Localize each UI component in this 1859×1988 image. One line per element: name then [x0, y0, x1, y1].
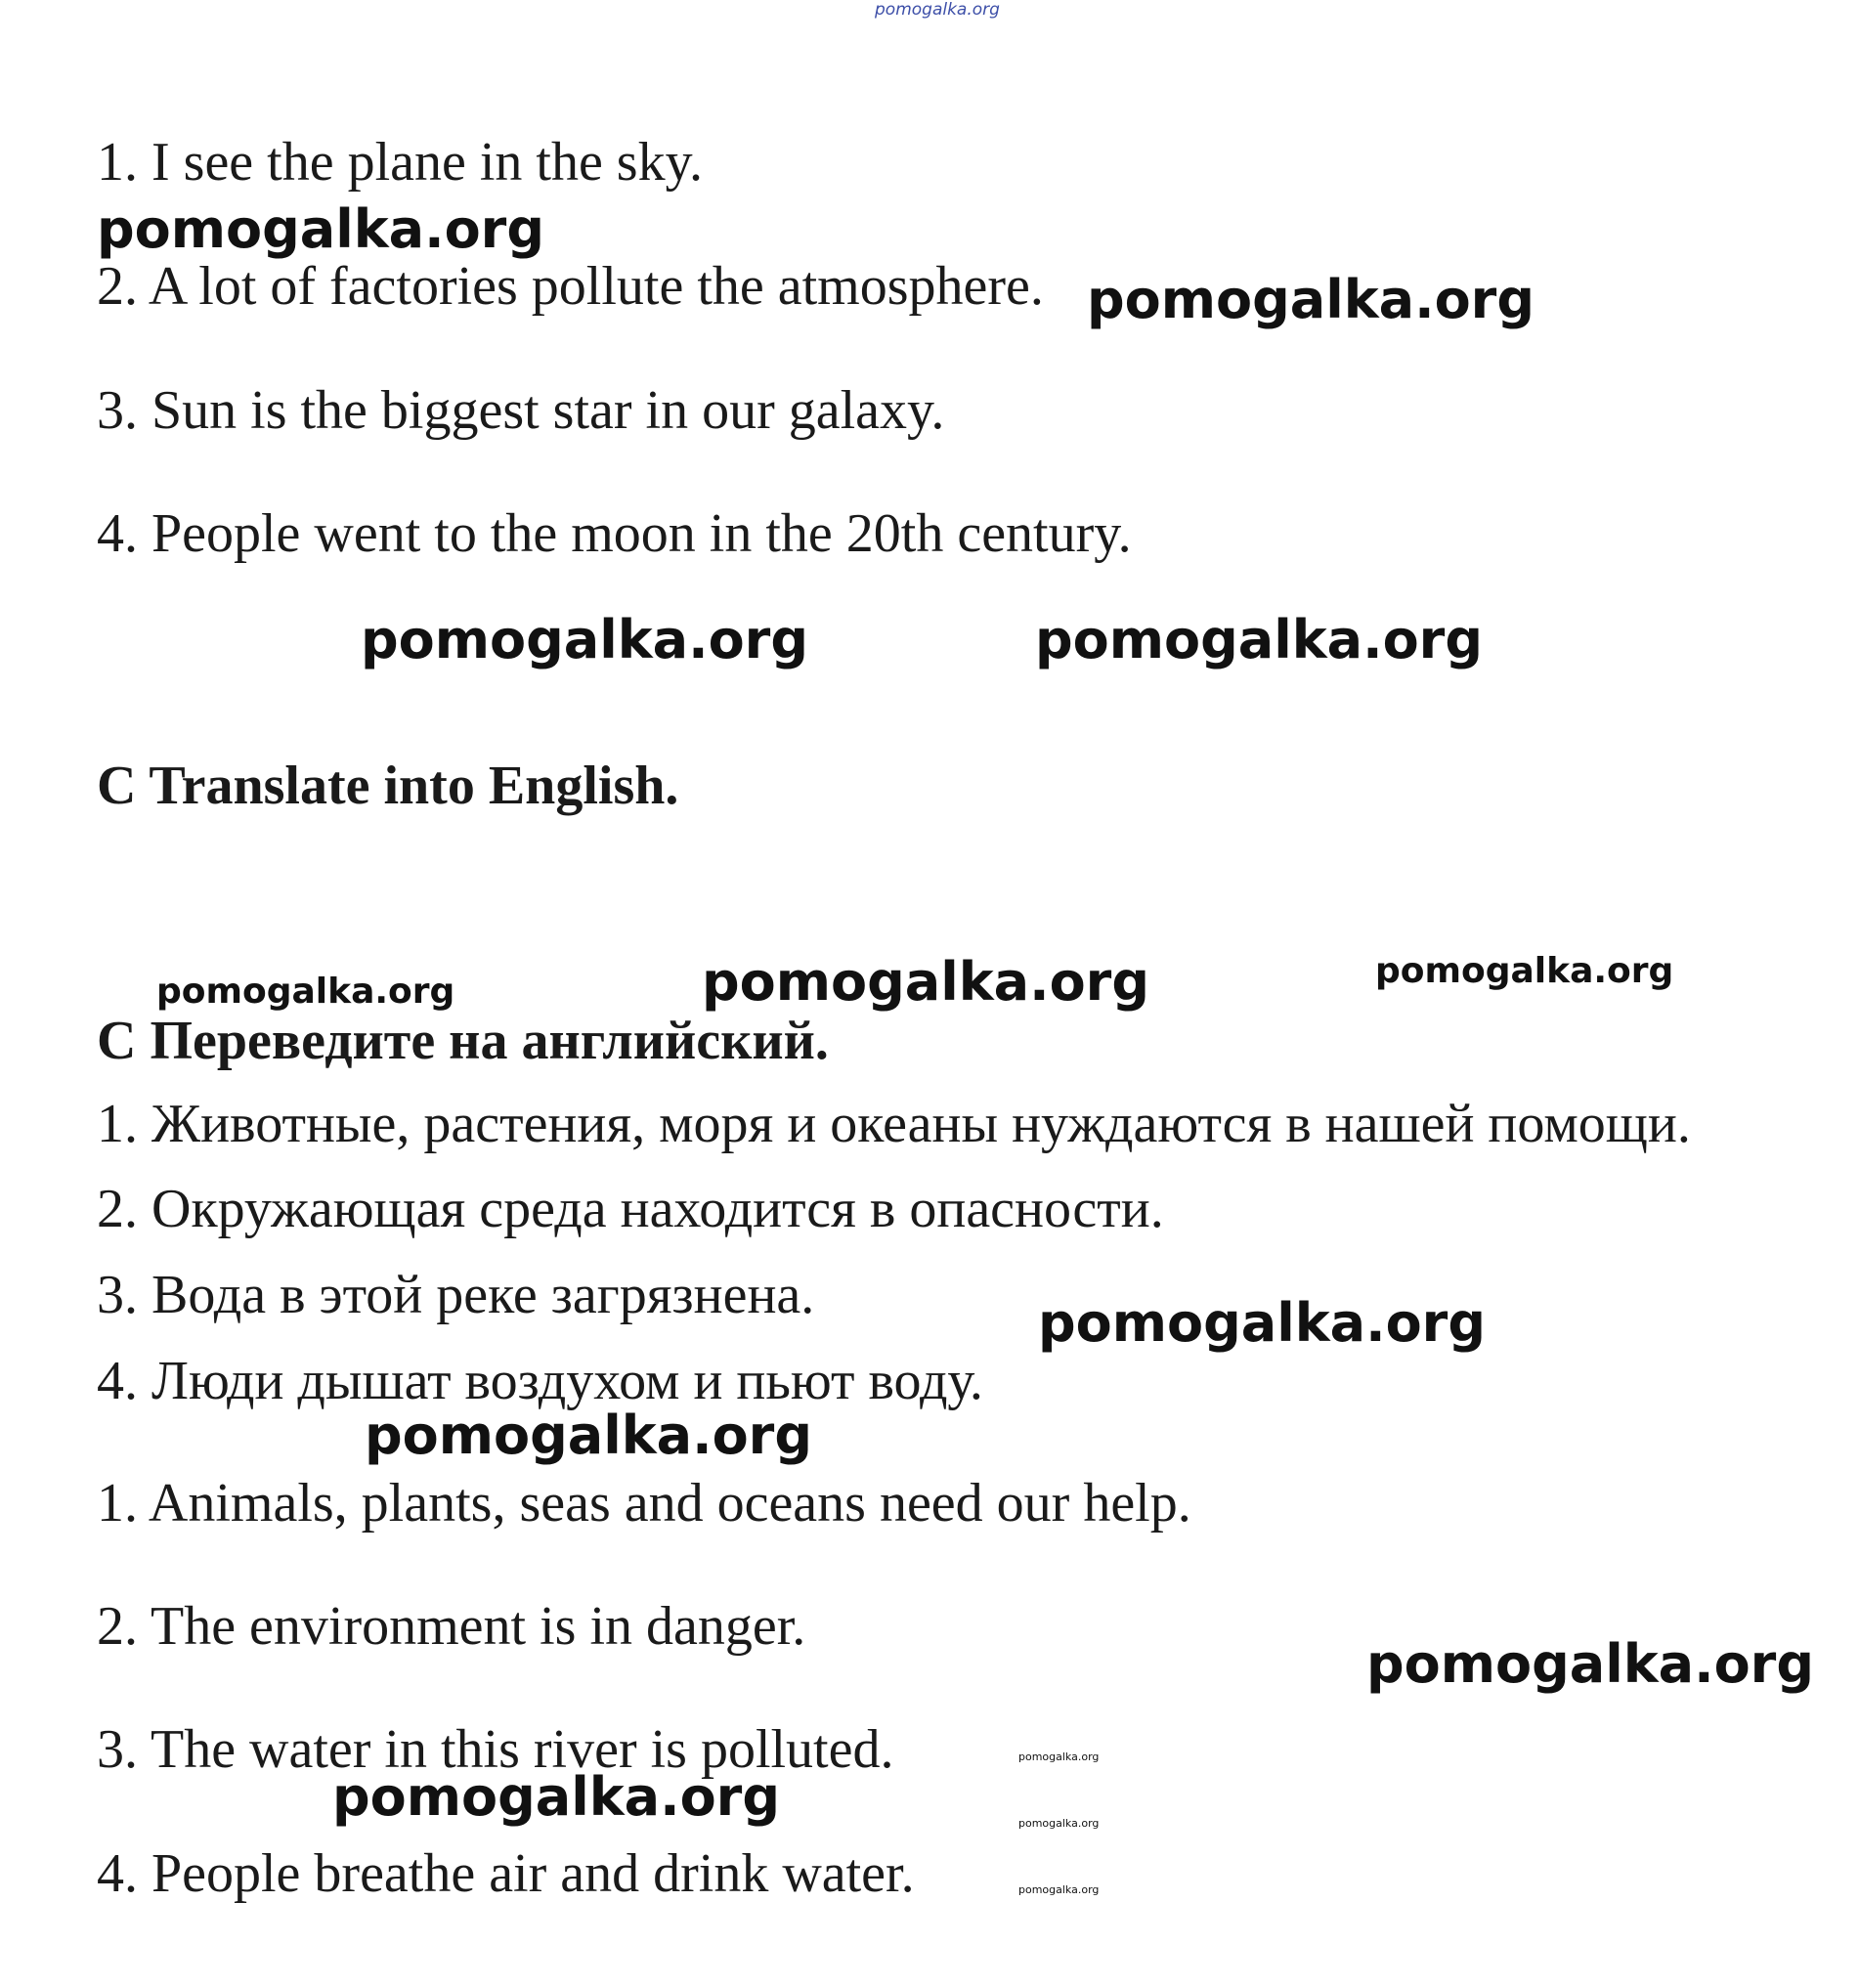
answer-1: 1. Animals, plants, seas and oceans need our help.: [97, 1473, 1191, 1534]
watermark: pomogalka.org: [361, 609, 808, 670]
watermark: pomogalka.org: [1366, 1633, 1814, 1695]
watermark: pomogalka.org: [156, 972, 455, 1012]
watermark: pomogalka.org: [1018, 1817, 1100, 1830]
ru-sentence-2: 2. Окружающая среда находится в опасности.: [97, 1179, 1164, 1239]
ru-sentence-1: 1. Животные, растения, моря и океаны нуждаются в нашей помощи.: [97, 1094, 1691, 1154]
ru-sentence-3: 3. Вода в этой реке загрязнена.: [97, 1265, 815, 1325]
watermark: pomogalka.org: [1087, 269, 1535, 330]
watermark: pomogalka.org: [1035, 609, 1483, 670]
watermark: pomogalka.org: [1018, 1750, 1100, 1763]
b-sentence-4: 4. People went to the moon in the 20th century.: [97, 503, 1132, 564]
watermark: pomogalka.org: [97, 198, 544, 260]
watermark: pomogalka.org: [1375, 951, 1674, 991]
b-sentence-2: 2. A lot of factories pollute the atmosphere.: [97, 256, 1044, 317]
b-sentence-3: 3. Sun is the biggest star in our galaxy.: [97, 380, 945, 441]
watermark: pomogalka.org: [1018, 1883, 1100, 1896]
heading-translate-russian: C Переведите на английский.: [97, 1011, 829, 1071]
answer-4: 4. People breathe air and drink water.: [97, 1843, 915, 1904]
watermark: pomogalka.org: [332, 1766, 780, 1828]
watermark: pomogalka.org: [702, 951, 1149, 1013]
b-sentence-1: 1. I see the plane in the sky.: [97, 132, 703, 193]
answer-2: 2. The environment is in danger.: [97, 1596, 806, 1657]
heading-translate-english: C Translate into English.: [97, 756, 679, 816]
watermark: pomogalka.org: [365, 1405, 812, 1466]
ru-sentence-4: 4. Люди дышат воздухом и пьют воду.: [97, 1351, 983, 1411]
answer-3: 3. The water in this river is polluted.: [97, 1719, 894, 1780]
watermark-top: pomogalka.org: [875, 0, 1000, 20]
watermark: pomogalka.org: [1038, 1292, 1486, 1354]
